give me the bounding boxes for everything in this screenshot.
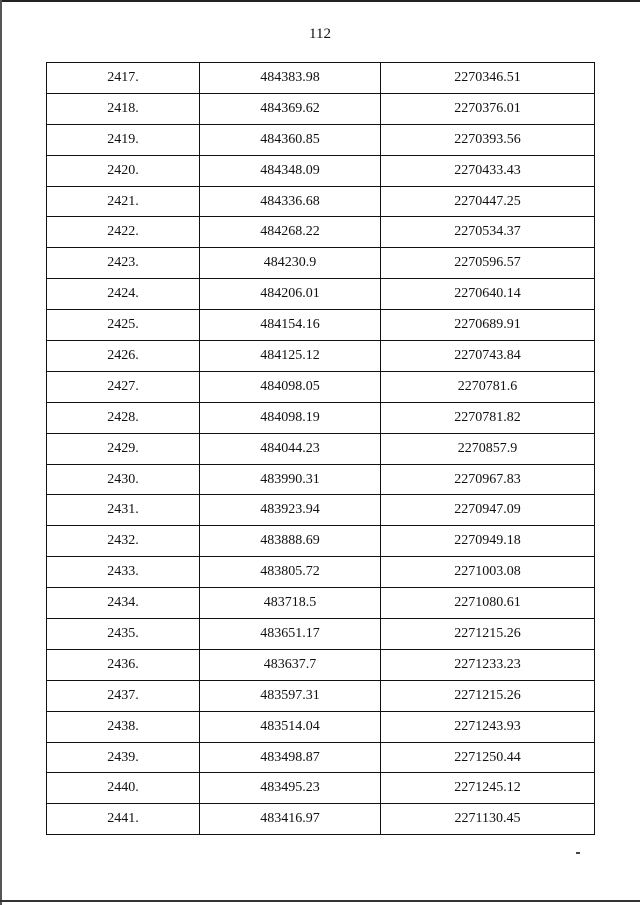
point-number-cell: 2440. xyxy=(47,773,200,804)
y-coordinate-cell: 2271215.26 xyxy=(381,680,595,711)
y-coordinate-cell: 2270949.18 xyxy=(381,526,595,557)
point-number-cell: 2438. xyxy=(47,711,200,742)
x-coordinate-cell: 484230.9 xyxy=(200,248,381,279)
point-number-cell: 2430. xyxy=(47,464,200,495)
y-coordinate-cell: 2270346.51 xyxy=(381,63,595,94)
point-number-cell: 2417. xyxy=(47,63,200,94)
y-coordinate-cell: 2270967.83 xyxy=(381,464,595,495)
scan-border-top xyxy=(0,0,640,2)
y-coordinate-cell: 2270857.9 xyxy=(381,433,595,464)
table-row xyxy=(47,248,595,279)
y-coordinate-cell: 2271130.45 xyxy=(381,804,595,835)
x-coordinate-cell: 484098.19 xyxy=(200,402,381,433)
table-row xyxy=(47,649,595,680)
table-row xyxy=(47,402,595,433)
table-row xyxy=(47,155,595,186)
y-coordinate-cell: 2270689.91 xyxy=(381,310,595,341)
x-coordinate-cell: 484125.12 xyxy=(200,341,381,372)
x-coordinate-cell: 483495.23 xyxy=(200,773,381,804)
point-number-cell: 2436. xyxy=(47,649,200,680)
table-row xyxy=(47,433,595,464)
point-number-cell: 2419. xyxy=(47,124,200,155)
table-row xyxy=(47,124,595,155)
point-number-cell: 2427. xyxy=(47,371,200,402)
table-row xyxy=(47,742,595,773)
point-number-cell: 2429. xyxy=(47,433,200,464)
scan-speck xyxy=(576,852,580,854)
table-row xyxy=(47,310,595,341)
x-coordinate-cell: 483597.31 xyxy=(200,680,381,711)
y-coordinate-cell: 2270433.43 xyxy=(381,155,595,186)
y-coordinate-cell: 2270947.09 xyxy=(381,495,595,526)
point-number-cell: 2418. xyxy=(47,93,200,124)
x-coordinate-cell: 484336.68 xyxy=(200,186,381,217)
y-coordinate-cell: 2270376.01 xyxy=(381,93,595,124)
table-row xyxy=(47,773,595,804)
x-coordinate-cell: 483888.69 xyxy=(200,526,381,557)
y-coordinate-cell: 2270534.37 xyxy=(381,217,595,248)
y-coordinate-cell: 2270393.56 xyxy=(381,124,595,155)
y-coordinate-cell: 2270743.84 xyxy=(381,341,595,372)
table-row xyxy=(47,680,595,711)
table-row xyxy=(47,619,595,650)
point-number-cell: 2434. xyxy=(47,588,200,619)
point-number-cell: 2433. xyxy=(47,557,200,588)
x-coordinate-cell: 483514.04 xyxy=(200,711,381,742)
x-coordinate-cell: 483416.97 xyxy=(200,804,381,835)
point-number-cell: 2435. xyxy=(47,619,200,650)
point-number-cell: 2425. xyxy=(47,310,200,341)
y-coordinate-cell: 2270596.57 xyxy=(381,248,595,279)
point-number-cell: 2432. xyxy=(47,526,200,557)
table-row xyxy=(47,711,595,742)
y-coordinate-cell: 2271243.93 xyxy=(381,711,595,742)
scan-border-left xyxy=(0,0,2,905)
x-coordinate-cell: 484154.16 xyxy=(200,310,381,341)
table-row xyxy=(47,217,595,248)
y-coordinate-cell: 2270640.14 xyxy=(381,279,595,310)
x-coordinate-cell: 484098.05 xyxy=(200,371,381,402)
x-coordinate-cell: 484348.09 xyxy=(200,155,381,186)
table-row xyxy=(47,279,595,310)
x-coordinate-cell: 484360.85 xyxy=(200,124,381,155)
point-number-cell: 2422. xyxy=(47,217,200,248)
coordinates-table-body xyxy=(47,63,595,835)
y-coordinate-cell: 2271245.12 xyxy=(381,773,595,804)
table-row xyxy=(47,557,595,588)
y-coordinate-cell: 2271250.44 xyxy=(381,742,595,773)
x-coordinate-cell: 483498.87 xyxy=(200,742,381,773)
x-coordinate-cell: 483718.5 xyxy=(200,588,381,619)
table-row xyxy=(47,495,595,526)
table-row xyxy=(47,63,595,94)
x-coordinate-cell: 483923.94 xyxy=(200,495,381,526)
scan-border-bottom xyxy=(0,900,640,902)
table-row xyxy=(47,588,595,619)
coordinates-table xyxy=(46,62,595,835)
page-number: 112 xyxy=(309,26,331,42)
y-coordinate-cell: 2271080.61 xyxy=(381,588,595,619)
x-coordinate-cell: 483651.17 xyxy=(200,619,381,650)
point-number-cell: 2431. xyxy=(47,495,200,526)
y-coordinate-cell: 2270447.25 xyxy=(381,186,595,217)
table-row xyxy=(47,341,595,372)
y-coordinate-cell: 2270781.82 xyxy=(381,402,595,433)
point-number-cell: 2426. xyxy=(47,341,200,372)
table-row xyxy=(47,464,595,495)
point-number-cell: 2421. xyxy=(47,186,200,217)
y-coordinate-cell: 2271215.26 xyxy=(381,619,595,650)
x-coordinate-cell: 484268.22 xyxy=(200,217,381,248)
x-coordinate-cell: 484044.23 xyxy=(200,433,381,464)
point-number-cell: 2423. xyxy=(47,248,200,279)
x-coordinate-cell: 484383.98 xyxy=(200,63,381,94)
point-number-cell: 2424. xyxy=(47,279,200,310)
x-coordinate-cell: 483805.72 xyxy=(200,557,381,588)
x-coordinate-cell: 484369.62 xyxy=(200,93,381,124)
y-coordinate-cell: 2271003.08 xyxy=(381,557,595,588)
table-row xyxy=(47,93,595,124)
table-row xyxy=(47,526,595,557)
x-coordinate-cell: 484206.01 xyxy=(200,279,381,310)
point-number-cell: 2437. xyxy=(47,680,200,711)
x-coordinate-cell: 483990.31 xyxy=(200,464,381,495)
point-number-cell: 2439. xyxy=(47,742,200,773)
x-coordinate-cell: 483637.7 xyxy=(200,649,381,680)
y-coordinate-cell: 2271233.23 xyxy=(381,649,595,680)
point-number-cell: 2441. xyxy=(47,804,200,835)
table-row xyxy=(47,186,595,217)
point-number-cell: 2428. xyxy=(47,402,200,433)
table-row xyxy=(47,804,595,835)
point-number-cell: 2420. xyxy=(47,155,200,186)
table-row xyxy=(47,371,595,402)
y-coordinate-cell: 2270781.6 xyxy=(381,371,595,402)
